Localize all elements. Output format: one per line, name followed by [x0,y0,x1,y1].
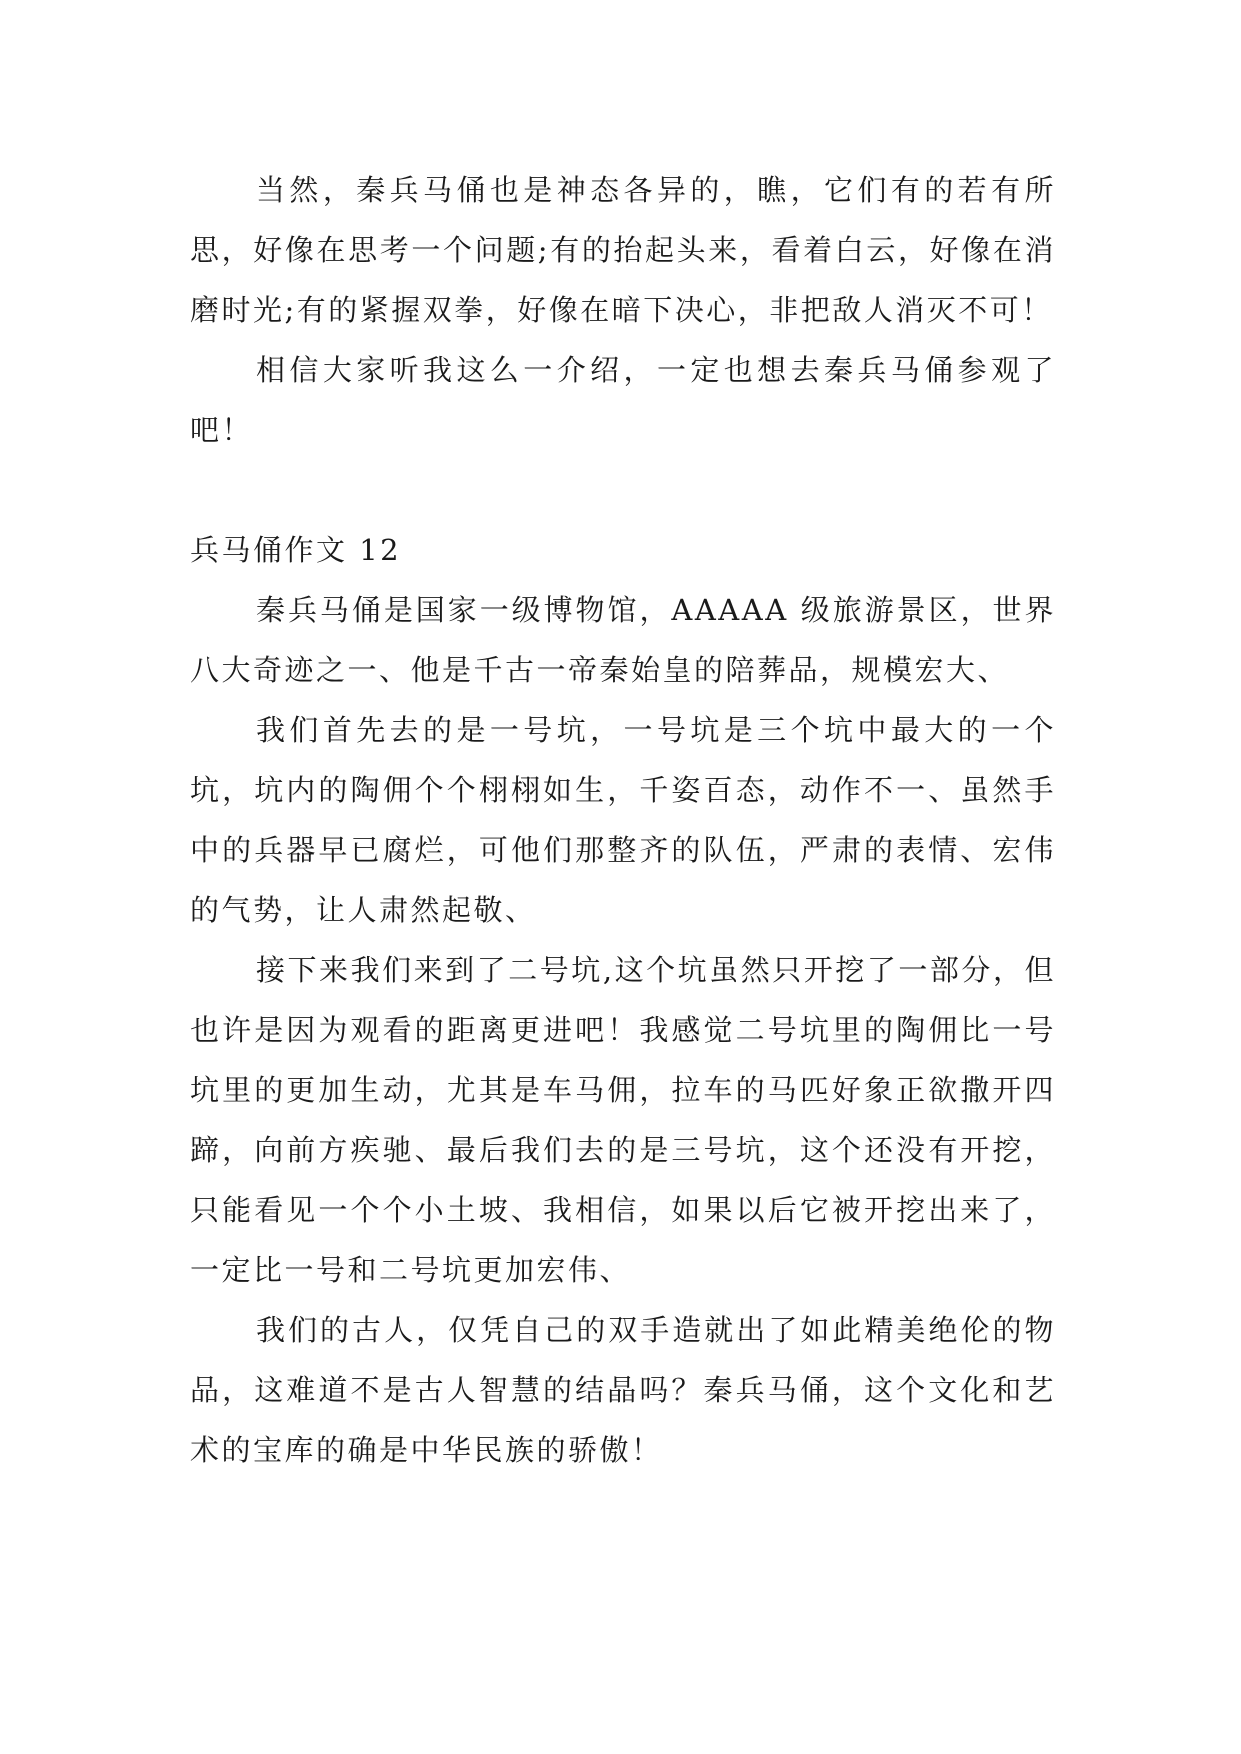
paragraph: 接下来我们来到了二号坑,这个坑虽然只开挖了一部分，但也许是因为观看的距离更进吧！我感觉二号坑里的陶佣比一号坑里的更加生动，尤其是车马佣，拉车的马匹好象正欲撒开四蹄，向前方疾驰、最后我们去的是三号坑，这个还没有开挖，只能看见一个个小土坡、我相信，如果以后它被开挖出来了，一定比一号和二号坑更加宏伟、 [190,953,1056,1287]
paragraph: 当然，秦兵马俑也是神态各异的，瞧，它们有的若有所思，好像在思考一个问题;有的抬起头来，看着白云，好像在消磨时光;有的紧握双拳，好像在暗下决心，非把敌人消灭不可！ [190,173,1056,327]
document-page [190,160,1056,1480]
paragraph: 相信大家听我这么一介绍，一定也想去秦兵马俑参观了吧！ [190,353,1056,447]
paragraph: 我们首先去的是一号坑，一号坑是三个坑中最大的一个坑，坑内的陶佣个个栩栩如生，千姿百态，动作不一、虽然手中的兵器早已腐烂，可他们那整齐的队伍，严肃的表情、宏伟的气势，让人肃然起敬、 [190,713,1056,927]
paragraph: 秦兵马俑是国家一级博物馆，AAAAA 级旅游景区，世界八大奇迹之一、他是千古一帝秦始皇的陪葬品，规模宏大、 [190,593,1056,687]
paragraph: 我们的古人，仅凭自己的双手造就出了如此精美绝伦的物品，这难道不是古人智慧的结晶吗？秦兵马俑，这个文化和艺术的宝库的确是中华民族的骄傲！ [190,1313,1056,1467]
section-heading: 兵马俑作文 12 [190,533,402,567]
